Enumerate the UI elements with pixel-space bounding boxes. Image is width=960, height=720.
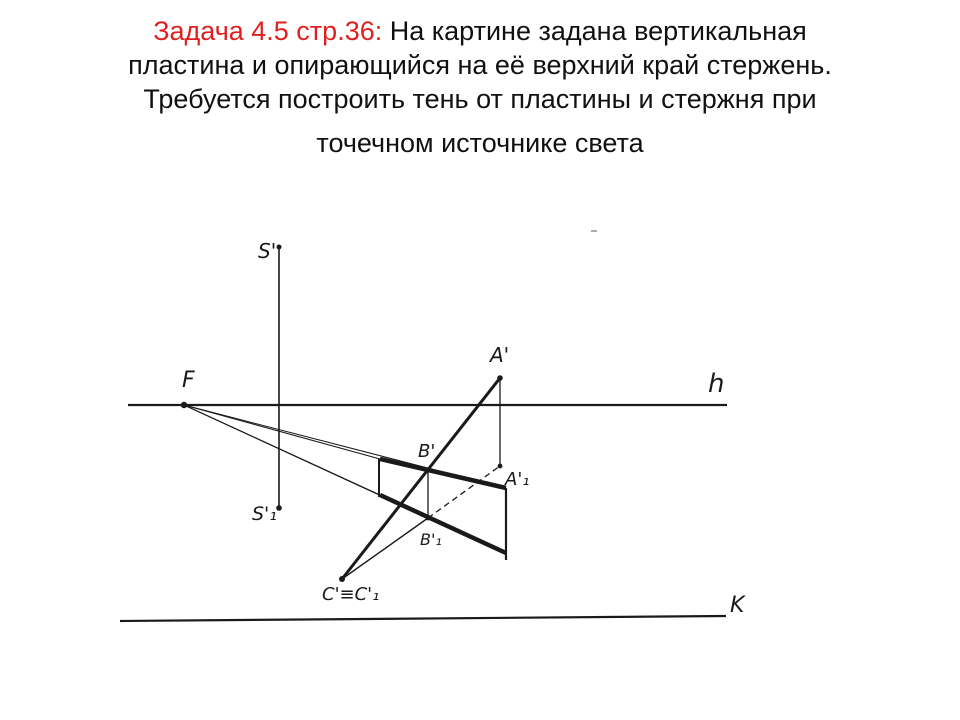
label-b: B' xyxy=(418,441,436,462)
label-s: S' xyxy=(258,239,277,263)
label-a1: A'₁ xyxy=(505,469,530,490)
shadow-top-edge xyxy=(380,495,506,553)
rod-shadow-c-b1 xyxy=(342,518,428,579)
label-c-c1: C'≡C'₁ xyxy=(322,584,380,605)
label-a: A' xyxy=(490,343,510,367)
point-s1 xyxy=(276,505,282,511)
label-b1: B'₁ xyxy=(420,530,442,549)
point-b1 xyxy=(426,516,431,521)
title-line-1: На картине задана вертикальная xyxy=(382,16,807,46)
plate-top-edge xyxy=(380,459,506,488)
label-h: h xyxy=(708,369,725,399)
point-s xyxy=(277,245,282,250)
label-s1: S'₁ xyxy=(252,503,277,525)
title-line-2: пластина и опирающийся на её верхний край стержень. xyxy=(128,50,832,80)
ground-line xyxy=(120,616,726,621)
task-number: Задача 4.5 стр.36: xyxy=(153,16,383,46)
title-line-4: точечном источнике света xyxy=(316,128,644,158)
title-line-3: Требуется построить тень от пластины и стержня при xyxy=(143,84,817,114)
label-f: F xyxy=(182,368,195,393)
label-k: K xyxy=(730,593,745,618)
